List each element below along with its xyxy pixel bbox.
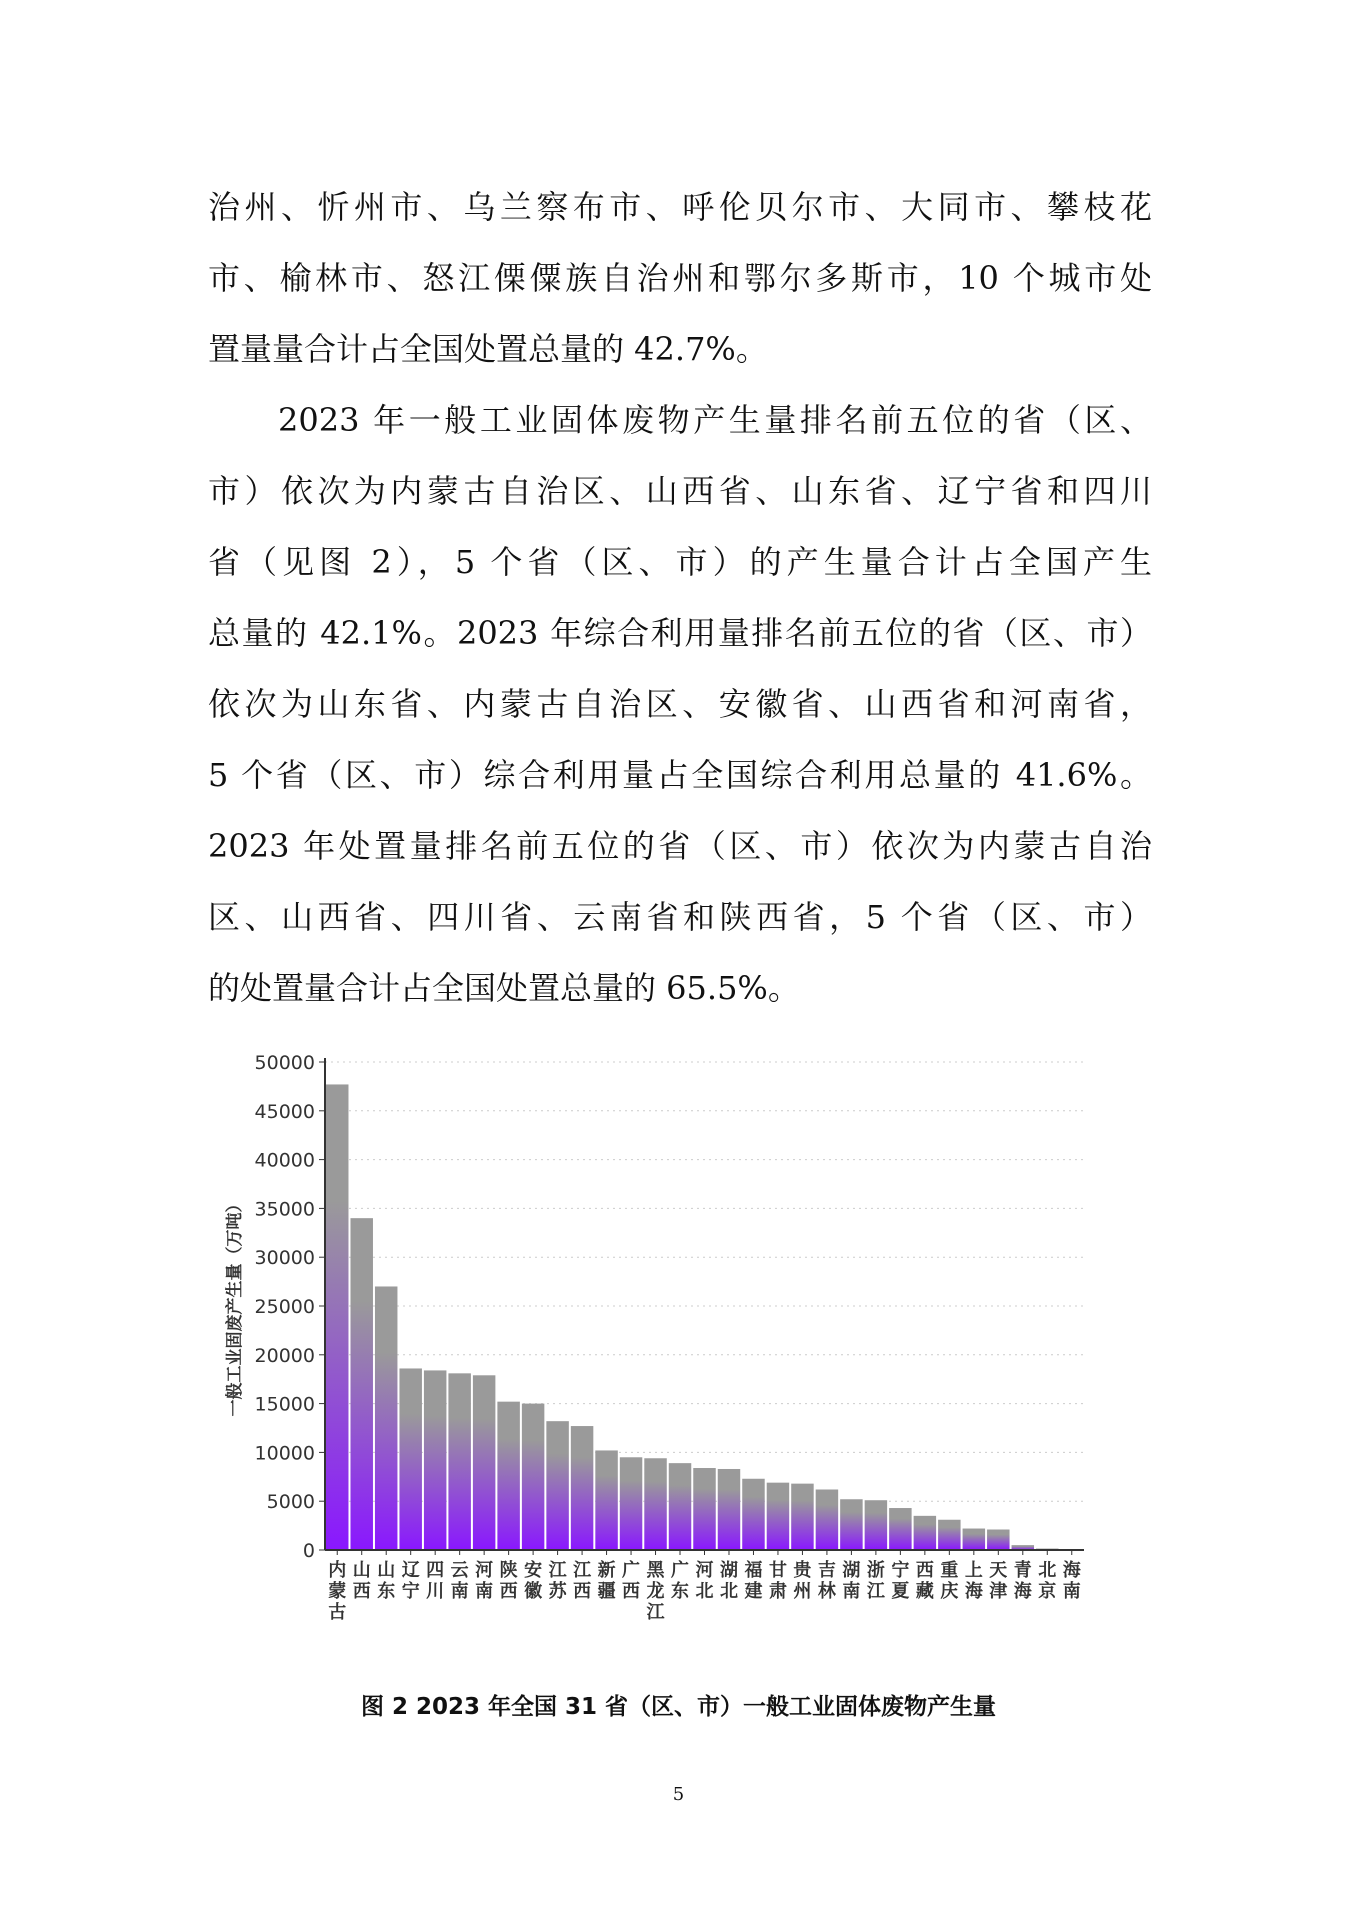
x-tick-label: 河 [475,1560,494,1581]
x-tick-label: 广 [622,1560,641,1581]
bar [497,1402,519,1550]
bar [424,1370,446,1550]
x-tick-label: 海 [1013,1581,1032,1602]
text-line: 总量的 42.1%。2023 年综合利用量排名前五位的省（区、市） [208,614,1152,652]
x-tick-label: 湖 [719,1560,738,1581]
y-tick-label: 15000 [254,1393,315,1416]
x-tick-label: 山 [352,1560,371,1581]
text-line: 2023 年处置量排名前五位的省（区、市）依次为内蒙古自治 [208,827,1152,865]
x-tick-label: 宁 [891,1560,910,1581]
x-tick-label: 南 [1062,1581,1081,1602]
x-tick-label: 陕 [499,1560,518,1581]
text-line: 治州、忻州市、乌兰察布市、呼伦贝尔市、大同市、攀枝花 [208,188,1152,226]
x-tick-label: 浙 [866,1560,885,1581]
page-number: 5 [672,1784,685,1805]
x-tick-label: 庆 [940,1581,959,1602]
x-tick-label: 江 [573,1560,592,1581]
bar [718,1469,740,1550]
x-tick-label: 江 [866,1581,885,1602]
x-tick-label: 龙 [646,1581,665,1602]
text-line: 市）依次为内蒙古自治区、山西省、山东省、辽宁省和四川 [208,472,1152,510]
x-tick-label: 南 [450,1581,469,1602]
bar [938,1520,960,1550]
x-tick-label: 内 [328,1560,347,1581]
x-tick-label: 江 [548,1560,567,1581]
bar [742,1479,764,1550]
text-line: 5 个省（区、市）综合利用量占全国综合利用总量的 41.6%。 [208,756,1152,794]
text-line: 市、榆林市、怒江傈僳族自治州和鄂尔多斯市，10 个城市处 [208,259,1152,297]
bar [620,1457,642,1550]
x-tick-label: 山 [377,1560,396,1581]
y-tick-label: 5000 [266,1491,315,1514]
text-line: 依次为山东省、内蒙古自治区、安徽省、山西省和河南省， [208,685,1152,723]
x-tick-label: 西 [499,1581,518,1602]
bar [546,1421,568,1550]
x-tick-label: 苏 [548,1581,567,1602]
x-tick-label: 云 [450,1560,469,1581]
bar [963,1529,985,1550]
figure-caption: 图 2 2023 年全国 31 省（区、市）一般工业固体废物产生量 [360,1694,997,1720]
x-tick-label: 肃 [768,1581,787,1602]
x-tick-label: 津 [989,1581,1008,1602]
text-line: 区、山西省、四川省、云南省和陕西省，5 个省（区、市） [208,898,1152,936]
y-tick-label: 10000 [254,1442,315,1465]
y-tick-label: 25000 [254,1296,315,1318]
y-tick-label: 40000 [254,1149,315,1172]
x-tick-label: 新 [597,1560,616,1581]
bar [865,1500,887,1550]
x-tick-label: 藏 [915,1581,934,1602]
x-tick-label: 西 [915,1560,934,1581]
x-tick-label: 宁 [401,1581,420,1602]
x-tick-label: 西 [573,1581,592,1602]
x-tick-label: 辽 [401,1560,420,1581]
bar [375,1286,397,1550]
bar [693,1468,715,1550]
bar [473,1375,495,1550]
x-tick-label: 西 [622,1581,641,1602]
y-axis-label: 一般工业固废产生量（万吨） [225,1195,245,1417]
x-tick-label: 南 [842,1581,861,1602]
text-line: 省（见图 2），5 个省（区、市）的产生量合计占全国产生 [208,543,1152,581]
text-line: 的处置量合计占全国处置总量的 65.5%。 [208,969,800,1007]
y-tick-label: 0 [302,1540,315,1562]
bar [522,1404,544,1550]
x-tick-label: 北 [1038,1560,1057,1581]
bar [595,1450,617,1550]
x-tick-label: 重 [940,1560,959,1581]
bar [840,1499,862,1550]
x-tick-label: 广 [671,1560,690,1581]
x-tick-label: 四 [426,1560,445,1581]
x-tick-label: 福 [744,1560,763,1581]
bar [399,1368,421,1550]
x-tick-label: 京 [1038,1581,1057,1602]
x-tick-label: 北 [719,1581,738,1602]
x-tick-label: 东 [377,1581,396,1602]
bar [987,1530,1009,1550]
x-tick-label: 州 [793,1581,812,1602]
text-line: 置量量合计占全国处置总量的 42.7%。 [208,330,768,368]
x-tick-label: 建 [744,1581,763,1602]
x-tick-label: 青 [1013,1560,1032,1581]
y-tick-label: 30000 [254,1247,315,1270]
x-tick-label: 上 [964,1560,983,1581]
x-tick-label: 海 [1062,1560,1081,1581]
x-tick-label: 吉 [817,1560,836,1581]
bar [914,1516,936,1550]
x-tick-label: 贵 [793,1560,812,1581]
x-tick-label: 疆 [597,1581,616,1602]
bar [816,1489,838,1550]
x-tick-label: 湖 [842,1560,861,1581]
x-tick-label: 安 [524,1560,543,1581]
x-tick-label: 东 [671,1581,690,1602]
x-tick-label: 林 [817,1581,836,1602]
x-tick-label: 河 [695,1560,714,1581]
x-tick-label: 南 [475,1581,494,1602]
bar [767,1483,789,1550]
x-tick-label: 北 [695,1581,714,1602]
y-tick-label: 35000 [254,1198,315,1221]
bar [889,1508,911,1550]
x-tick-label: 徽 [524,1581,543,1602]
x-tick-label: 川 [426,1581,445,1602]
bar [791,1484,813,1550]
x-tick-label: 蒙 [328,1581,347,1602]
x-tick-label: 黑 [646,1560,665,1581]
x-tick-label: 海 [964,1581,983,1602]
text-line: 2023 年一般工业固体废物产生量排名前五位的省（区、 [278,401,1152,439]
bar [326,1084,348,1550]
x-tick-label: 天 [989,1560,1008,1581]
bar [571,1426,593,1550]
bar [669,1463,691,1550]
bar [644,1458,666,1550]
x-tick-label: 夏 [891,1581,910,1602]
y-tick-label: 45000 [254,1100,315,1123]
y-tick-label: 20000 [254,1344,315,1367]
x-tick-label: 江 [646,1602,665,1623]
bar [350,1218,372,1550]
y-tick-label: 50000 [254,1052,315,1074]
x-tick-label: 西 [352,1581,371,1602]
x-tick-label: 古 [328,1602,347,1623]
bar [448,1373,470,1550]
x-tick-label: 甘 [768,1560,787,1581]
